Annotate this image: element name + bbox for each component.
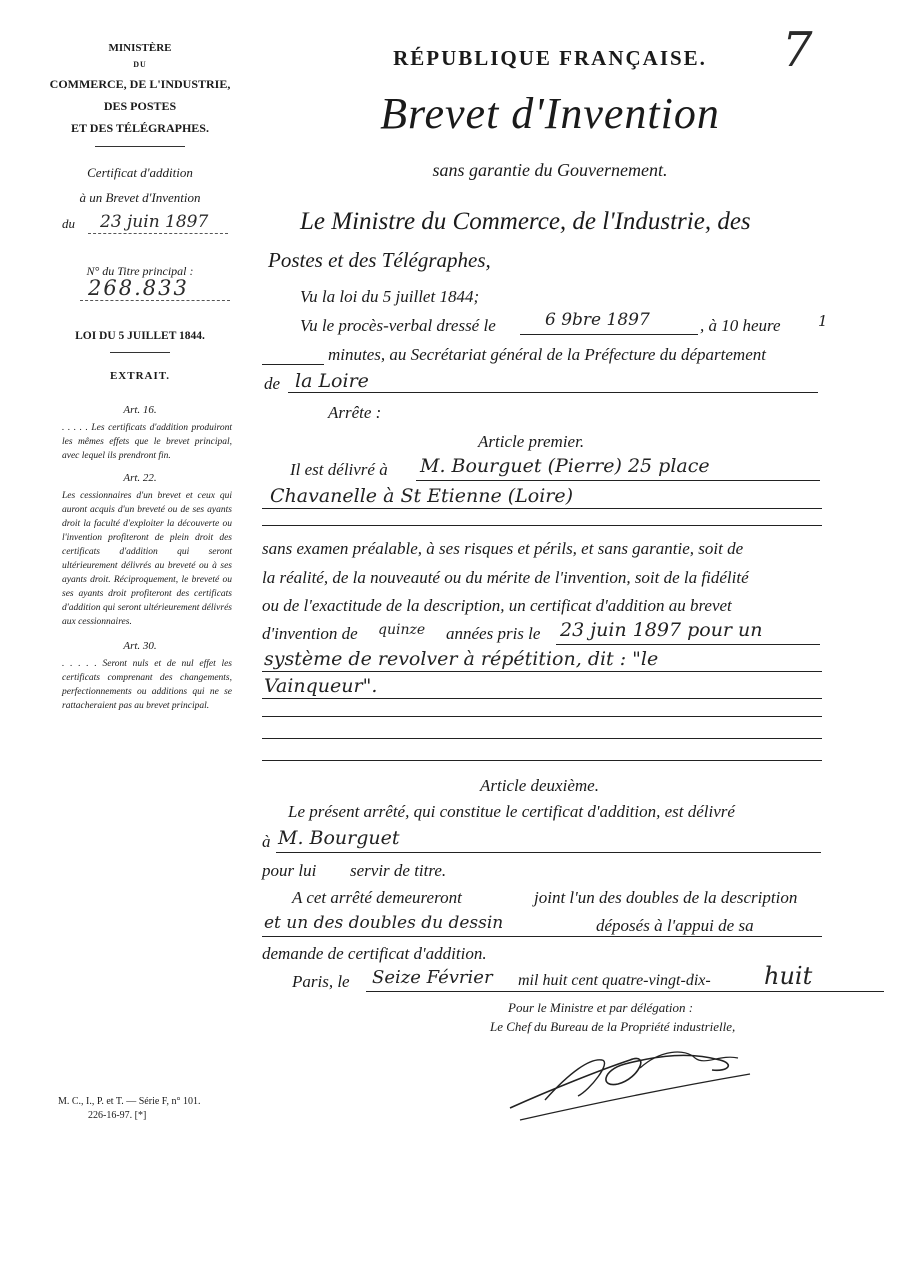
department-rule [288,392,818,393]
present-name: M. Bourguet [278,827,400,849]
minutes-text: minutes, au Secrétariat général de la Préfecture du département [328,345,766,364]
present-a: à [262,832,271,851]
beneficiary-rule-1 [416,480,820,481]
proces-date-rule [520,334,698,335]
paris-year-end: huit [764,962,813,990]
ministry-line-4: DES POSTES [103,99,177,113]
blank-rule [262,716,822,717]
arrete: Arrête : [328,403,382,422]
invention-rule [556,644,820,645]
art30-text: . . . . . Seront nuls et de nul effet les certificats comprenant des changements, perfectionnements ou additions qui ne se rattacheraient pas au brevet principal. [62,659,232,711]
servir-de-titre: servir de titre. [350,861,447,880]
ministry-line-2: DU [133,60,147,69]
object-line-1: système de revolver à répétition, dit : "le [264,648,659,670]
art16-text: . . . . . Les certificats d'addition produiront les mêmes effets que le brevet principal, avec lequel ils prendront fin. [62,423,232,461]
blank-rule [262,738,822,739]
object-rule-2 [262,698,822,699]
signature-line-2: Le Chef du Bureau de la Propriété industrielle, [490,1019,736,1034]
cet-line-1a: A cet arrêté demeureront [292,888,462,907]
invention-mid: années pris le [446,624,541,643]
art22-text: Les cessionnaires d'un brevet et ceux qui auront acquis d'un breveté ou de ses ayants droit la faculté d'exploiter la découverte ou l'invention profiteront de plein droit des certificats d'addition qui seront ultérieurement délivrés au breveté ou à ses ayants droit. Réciproquement, le breveté ou ses ayants droit profiteront des certificats d'addition qui seront ultérieurement délivrés aux cessionnaires. [62,491,232,627]
paris-label: Paris, le [292,972,350,991]
present-line-1: Le présent arrêté, qui constitue le certificat d'addition, est délivré [288,802,735,821]
certificate-label-2: à un Brevet d'Invention [79,190,201,205]
invention-years: quinze [378,622,426,638]
department-label: de [264,374,281,393]
minutes-value: 1 [818,312,828,330]
title-number: 268.833 [88,276,189,300]
divider [95,146,185,147]
paris-date: Seize Février [372,967,493,988]
divider [110,352,170,353]
ministry-line-5: ET DES TÉLÉGRAPHES. [71,121,209,135]
ministry-line-3: COMMERCE, DE L'INDUSTRIE, [49,77,231,91]
certificate-du-label: du [62,216,75,231]
vu-proces: Vu le procès-verbal dressé le [300,316,496,335]
proces-date: 6 9bre 1897 [545,310,650,330]
sans-line-3: ou de l'exactitude de la description, un certificat d'addition au brevet [262,596,732,615]
title-number-label: N° du Titre principal : [86,264,194,278]
beneficiary-line-1: M. Bourguet (Pierre) 25 place [420,455,710,477]
footer-reference: M. C., I., P. et T. — Série F, n° 101. [58,1096,201,1107]
blank-rule [262,525,822,526]
extract-title: EXTRAIT. [109,370,171,382]
minutes-rule [262,364,324,365]
law-title: LOI DU 5 JUILLET 1844. [75,330,205,342]
beneficiary-rule-2 [262,508,822,509]
cet-line-3: demande de certificat d'addition. [262,944,487,963]
object-rule-1 [262,671,822,672]
page-number: 7 [782,22,813,78]
paris-year: mil huit cent quatre-vingt-dix- [518,972,711,989]
date-rule [88,233,228,234]
certificate-date: 23 juin 1897 [100,212,209,232]
heure-text: , à 10 heure [700,316,781,335]
ministry-line-1: MINISTÈRE [108,42,172,54]
department-value: la Loire [295,370,369,392]
minister-line-2: Postes et des Télégraphes, [268,248,491,272]
sans-line-2: la réalité, de la nouveauté ou du mérite de l'invention, soit de la fidélité [262,568,749,587]
blank-rule [262,760,822,761]
certificate-label: Certificat d'addition [87,165,193,180]
cet-line-2a: et un des doubles du dessin [264,913,504,933]
signature-line-1: Pour le Ministre et par délégation : [508,1000,694,1015]
pour-lui: pour lui [262,861,317,880]
cet-rule [262,936,822,937]
article-2-title: Article deuxième. [480,776,599,795]
cet-line-2b: déposés à l'appui de sa [596,916,754,935]
delivered-to-label: Il est délivré à [290,460,388,479]
minister-line-1: Le Ministre du Commerce, de l'Industrie, des [300,208,751,235]
handwritten-signature [490,1030,770,1125]
document-subtitle: sans garantie du Gouvernement. [432,160,668,180]
republique-heading: RÉPUBLIQUE FRANÇAISE. [393,46,707,70]
art30-title: Art. 30. [123,640,157,652]
object-line-2: Vainqueur". [264,675,378,697]
number-rule [80,300,230,301]
cet-line-1b: joint l'un des doubles de la description [534,888,798,907]
beneficiary-line-2: Chavanelle à St Etienne (Loire) [270,485,574,507]
invention-prefix: d'invention de [262,624,358,643]
footer-code: 226-16-97. [*] [88,1110,147,1121]
paris-rule [366,991,884,992]
art22-title: Art. 22. [123,472,157,484]
present-name-rule [276,852,821,853]
art16-title: Art. 16. [123,404,157,416]
invention-date: 23 juin 1897 pour un [560,619,763,641]
document-title: Brevet d'Invention [380,89,720,138]
article-1-title: Article premier. [478,432,585,451]
sans-line-1: sans examen préalable, à ses risques et périls, et sans garantie, soit de [262,539,744,558]
vu-loi: Vu la loi du 5 juillet 1844; [300,287,480,306]
